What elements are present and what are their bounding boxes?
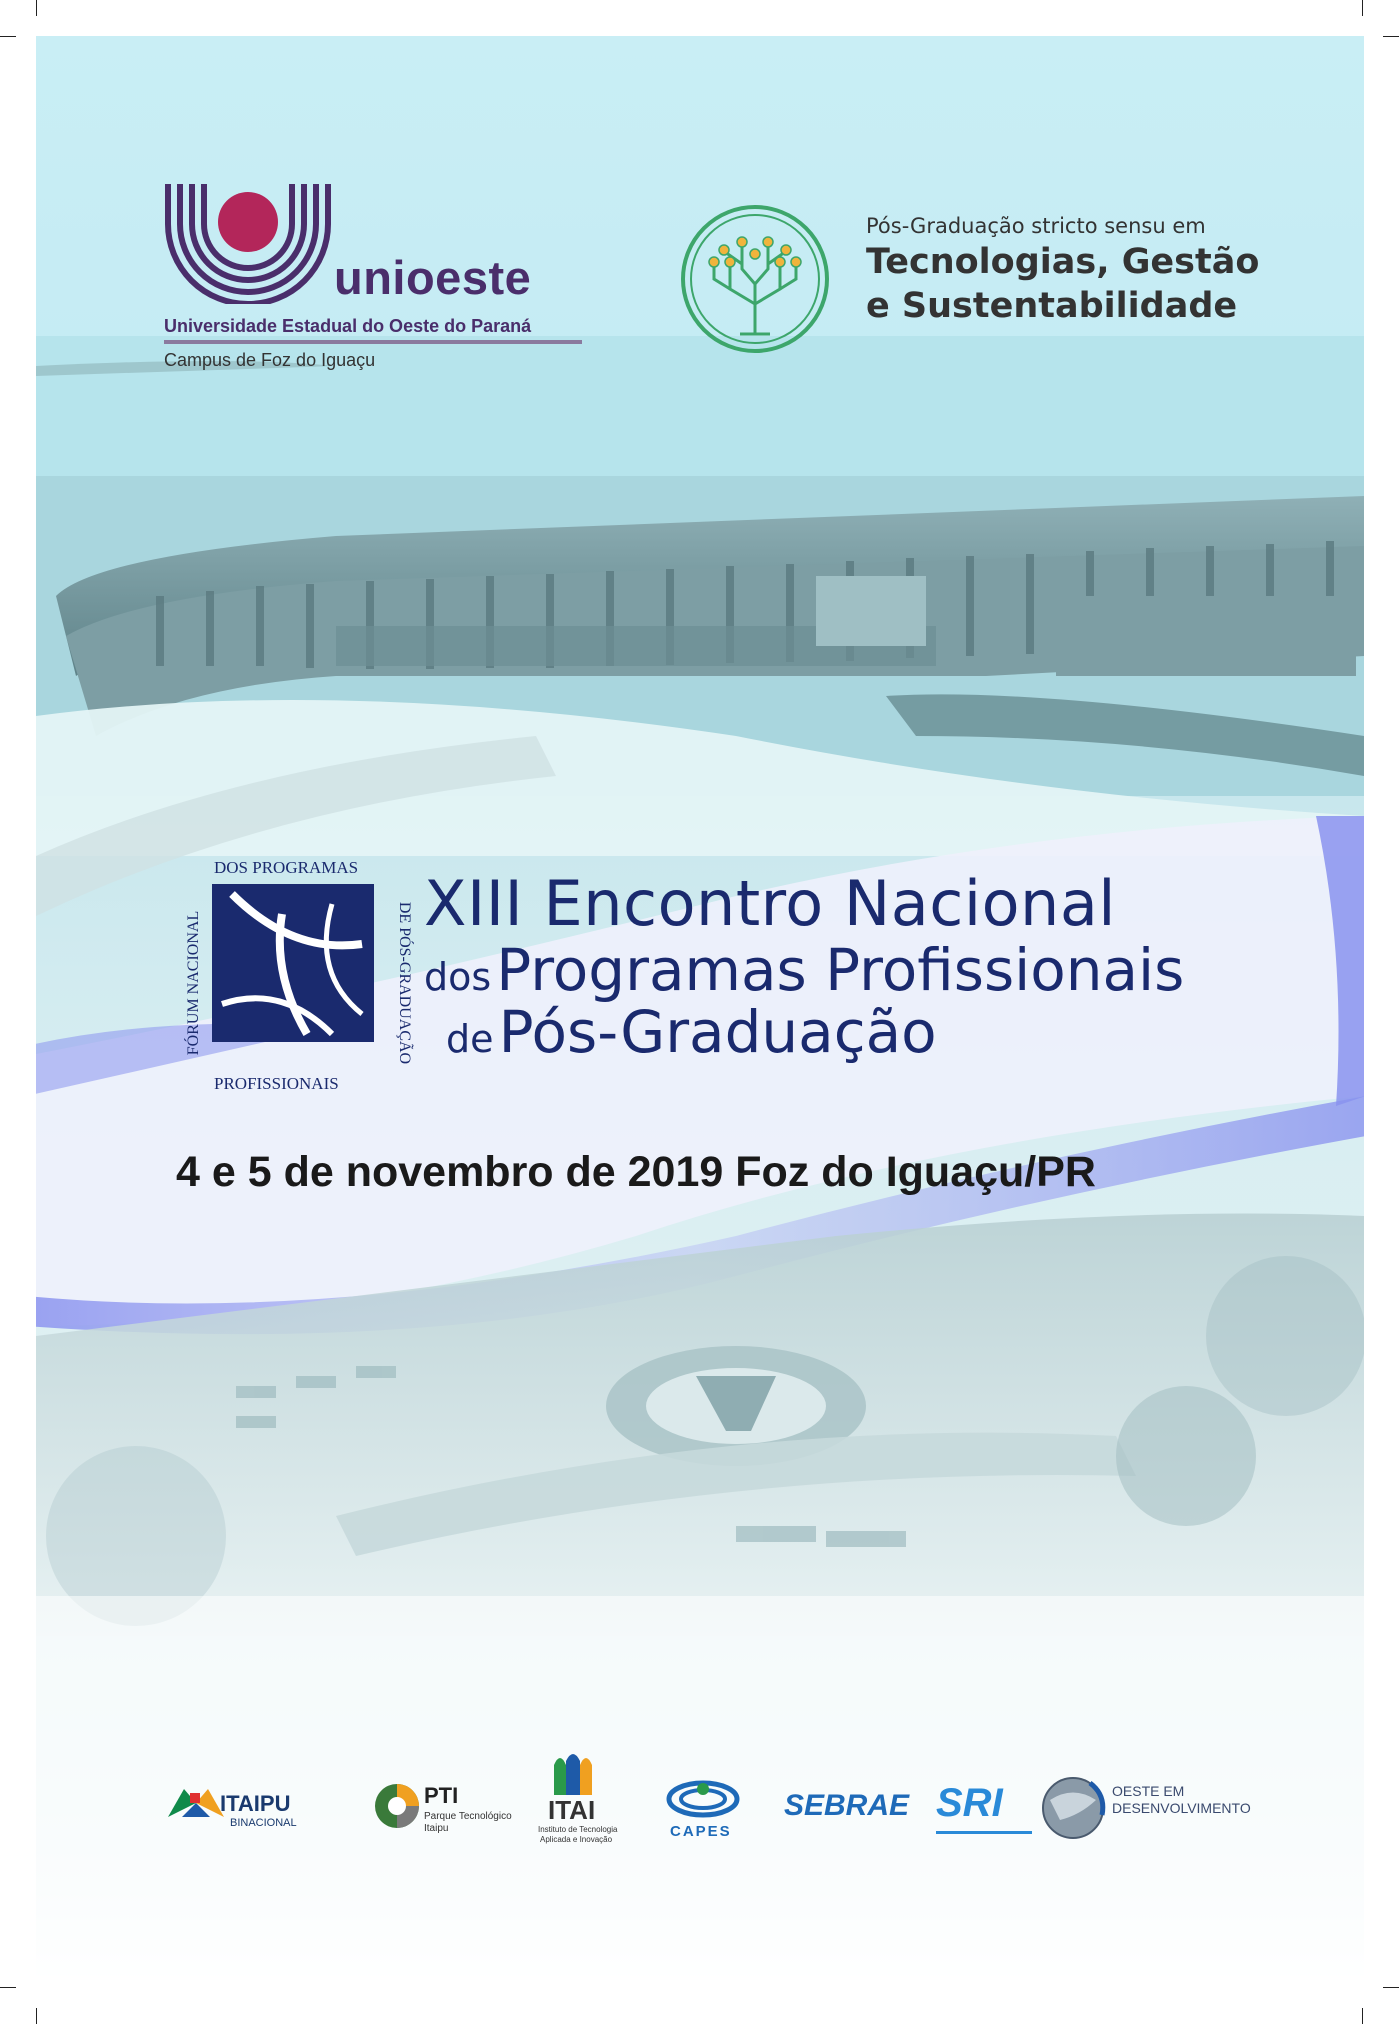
pti-sub1: Parque Tecnológico	[424, 1811, 512, 1822]
itaipu-icon	[168, 1789, 224, 1817]
event-headline	[424, 867, 1185, 1066]
sebrae-name: SEBRAE	[784, 1789, 910, 1822]
poster	[36, 36, 1364, 1988]
headline-line3-small: de	[446, 1017, 494, 1061]
program-line2: Tecnologias, Gestão	[866, 242, 1260, 282]
forum-bottom-label: PROFISSIONAIS	[214, 1074, 339, 1093]
sri-name: SRI	[936, 1781, 1003, 1825]
pti-icon	[372, 1781, 422, 1831]
crop-mark	[0, 1987, 16, 1988]
capes-icon	[664, 1775, 742, 1819]
sri-underline	[936, 1831, 1032, 1834]
headline-line2-big: Programas Profissionais	[496, 936, 1185, 1004]
crop-mark	[36, 0, 37, 16]
pti-name: PTI	[424, 1783, 459, 1808]
unioeste-campus: Campus de Foz do Iguaçu	[164, 350, 376, 370]
crop-mark	[1362, 0, 1363, 16]
oeste-line1: OESTE EM	[1112, 1783, 1185, 1799]
crop-mark	[36, 2008, 37, 2024]
capes-name: CAPES	[670, 1823, 732, 1840]
sponsor-itai	[538, 1771, 638, 1851]
sponsor-pti	[372, 1771, 522, 1851]
crop-mark	[1383, 1987, 1399, 1988]
sponsor-capes	[660, 1771, 750, 1851]
itaipu-name: ITAIPU	[220, 1791, 291, 1816]
itaipu-sub: BINACIONAL	[230, 1817, 297, 1829]
pti-sub2: Itaipu	[424, 1823, 449, 1834]
forum-right-label: DE PÓS-GRADUAÇÃO	[396, 901, 413, 1065]
sponsor-sri	[936, 1771, 1032, 1851]
forum-emblem-icon	[212, 884, 374, 1042]
program-line3: e Sustentabilidade	[866, 286, 1238, 326]
sponsor-sebrae	[784, 1771, 910, 1851]
oeste-line2: DESENVOLVIMENTO	[1112, 1800, 1251, 1816]
unioeste-divider	[164, 340, 582, 344]
unioeste-full-name: Universidade Estadual do Oeste do Paraná	[164, 316, 532, 336]
crop-mark	[1383, 36, 1399, 37]
itai-name: ITAI	[548, 1795, 596, 1825]
tree-circuit-icon	[680, 204, 830, 354]
crop-mark	[0, 36, 16, 37]
program-line1: Pós-Graduação stricto sensu em	[866, 214, 1206, 238]
headline-line3-big: Pós-Graduação	[498, 998, 937, 1066]
globe-icon	[1040, 1775, 1106, 1841]
unioeste-logo-mark	[164, 184, 332, 304]
forum-logo	[174, 856, 413, 1098]
itai-sub2: Aplicada e Inovação	[540, 1835, 613, 1844]
forum-left-label: FÓRUM NACIONAL	[185, 910, 202, 1056]
forum-top-label: DOS PROGRAMAS	[214, 858, 359, 877]
sponsor-itaipu	[168, 1771, 308, 1851]
itai-icon	[550, 1751, 596, 1795]
event-date-place: 4 e 5 de novembro de 2019 Foz do Iguaçu/PR	[176, 1148, 1096, 1196]
sponsor-oeste	[1040, 1771, 1251, 1851]
headline-line2-small: dos	[424, 955, 492, 999]
itai-sub1: Instituto de Tecnologia	[538, 1825, 618, 1834]
crop-mark	[1362, 2008, 1363, 2024]
unioeste-name: unioeste	[334, 251, 532, 304]
headline-line1: XIII Encontro Nacional	[424, 867, 1117, 940]
